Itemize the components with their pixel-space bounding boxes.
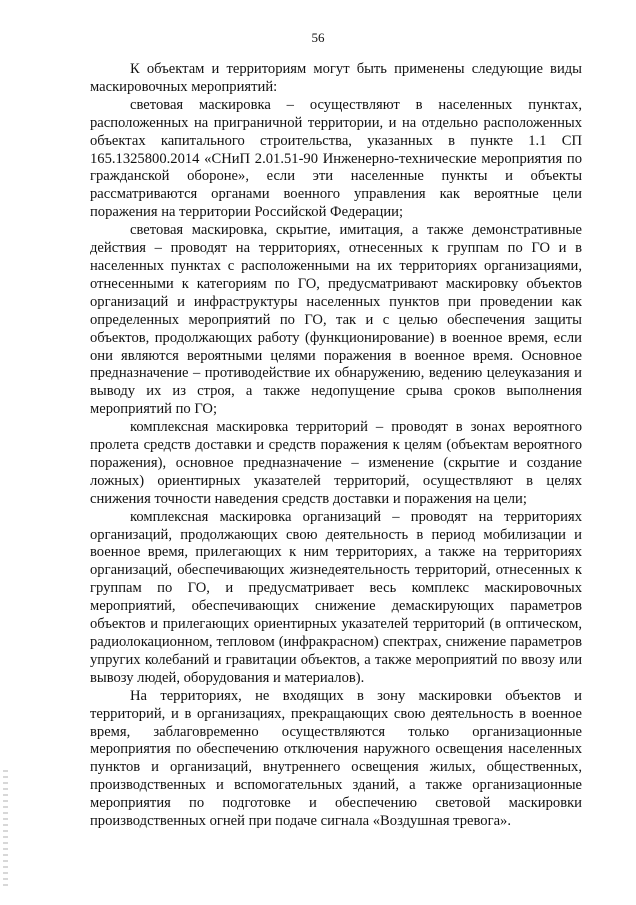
paragraph-light-masking: световая маскировка – осуществляют в населенных пунктах, расположенных на приграничной территории, и на отдельно расположенных объектах капитального строительства, указанных в пункте 1.1 СП 165.1325800.2014 «СНиП 2.01.51-90 Инженерно-технические мероприятия по гражданской обороне», если эти населенные пункты и объекты рассматриваются органами военного управления как вероятные цели поражения на территории Российской Федерации; (90, 96, 582, 221)
paragraph-intro: К объектам и территориям могут быть применены следующие виды маскировочных мероприятий: (90, 61, 582, 95)
paragraph-light-concealment-imitation: световая маскировка, скрытие, имитация, а также демонстративные действия – проводят на территориях, отнесенных к группам по ГО и в населенных пунктах с расположенными на их территориях организациями, отнесенными к категориям по ГО, предусматривают маскировку объектов организаций и инфраструктуры населенных пунктов при проведении как определенных мероприятий по ГО, так и с целью обеспечения защиты объектов, продолжающих работу (функционирование) в военное время, если они являются вероятными целями поражения в военное время. Основное предназначение – противодействие их обнаружению, ведению целеуказания и выводу их из строя, а также недопущение срыва сроков выполнения мероприятий по ГО; (90, 222, 582, 418)
page-number: 56 (311, 30, 325, 45)
scan-edge-marks (3, 770, 8, 890)
paragraph-complex-territory-masking: комплексная маскировка территорий – проводят в зонах вероятного пролета средств доставки и средств поражения к целям (объектам вероятного поражения), основное предназначение – изменение (скрытие и создание ложных) ориентирных указателей территорий, осуществляют в целях снижения точности наведения средств доставки и поражения на цели; (90, 419, 582, 507)
paragraph-non-masking-territories: На территориях, не входящих в зону маскировки объектов и территорий, и в организациях, прекращающих свою деятельность в военное время, заблаговременно осуществляются только организационные мероприятия по обеспечению отключения наружного освещения населенных пунктов и организаций, внутреннего освещения жилых, общественных, производственных и вспомогательных зданий, а также организационные мероприятия по подготовке и обеспечению световой маскировки производственных огней при подаче сигнала «Воздушная тревога». (90, 687, 582, 830)
paragraph-complex-organization-masking: комплексная маскировка организаций – проводят на территориях организаций, продолжающих свою деятельность в период мобилизации и военное время, прилегающих к ним территориях, а также на территориях организаций, обеспечивающих жизнедеятельность территорий, отнесенных к группам по ГО, и предусматривает весь комплекс маскировочных мероприятий, обеспечивающих снижение демаскирующих параметров объектов и прилегающих ориентирных указателей территорий (в оптическом, радиолокационном, тепловом (инфракрасном) спектрах, снижение параметров упругих колебаний и гравитации объектов, а также мероприятий по ввозу или вывозу людей, оборудования и материалов). (90, 508, 582, 686)
document-body (90, 61, 582, 831)
